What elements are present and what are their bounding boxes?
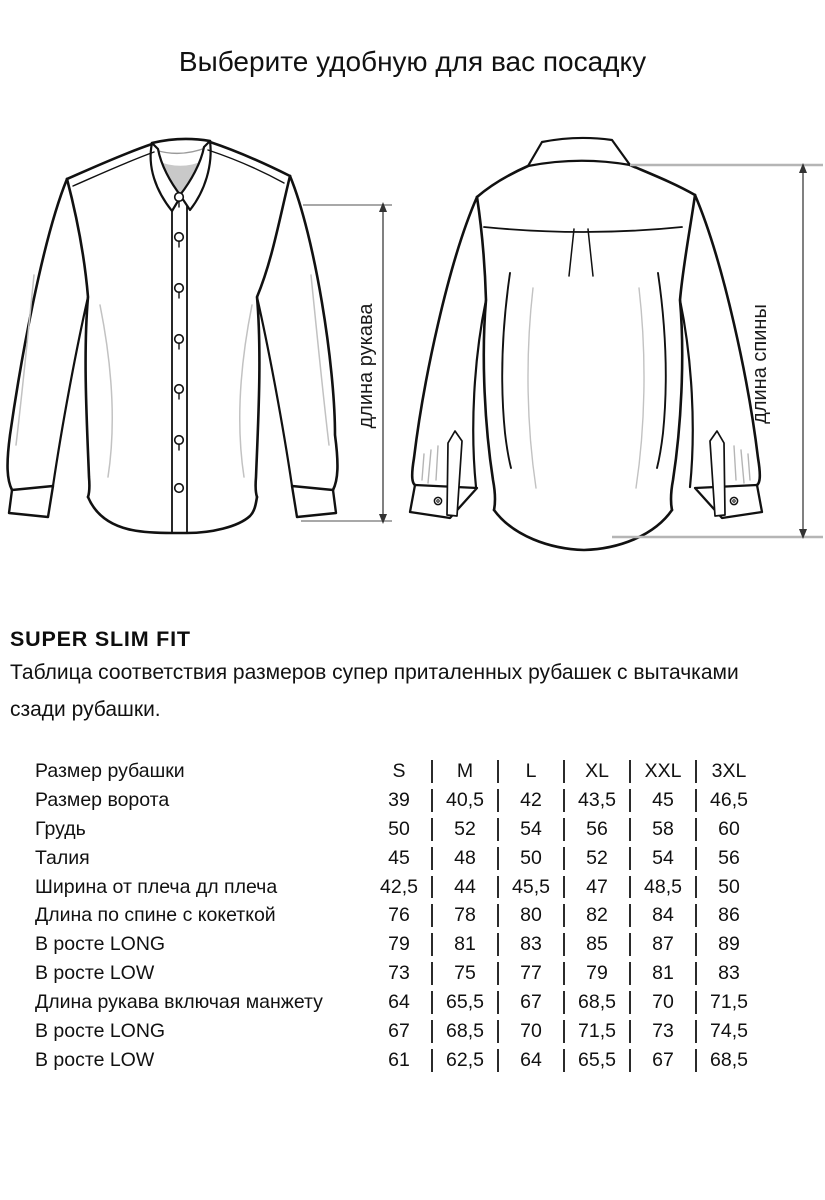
table-cell: 64 xyxy=(388,991,410,1014)
table-cell: 48,5 xyxy=(630,873,696,902)
table-cell: 50 xyxy=(498,844,564,873)
row-label: Талия xyxy=(35,846,90,869)
table-cell: 45 xyxy=(630,786,696,815)
table-row xyxy=(35,959,762,988)
table-cell: M xyxy=(432,757,498,786)
table-cell: 60 xyxy=(696,815,762,844)
shirt-back-drawing xyxy=(398,128,770,558)
table-cell: 75 xyxy=(432,959,498,988)
table-cell: 52 xyxy=(432,815,498,844)
table-cell: 67 xyxy=(388,1019,410,1042)
row-label: Длина рукава включая манжету xyxy=(35,991,323,1014)
table-cell: 81 xyxy=(432,930,498,959)
table-cell: 86 xyxy=(696,901,762,930)
row-label: Длина по спине с кокеткой xyxy=(35,904,276,927)
table-cell: 47 xyxy=(564,873,630,902)
table-cell: 42,5 xyxy=(380,875,418,898)
table-cell: 50 xyxy=(696,873,762,902)
table-cell: 45,5 xyxy=(498,873,564,902)
table-cell: 80 xyxy=(498,901,564,930)
table-cell: XXL xyxy=(630,757,696,786)
table-row xyxy=(35,988,762,1017)
table-cell: 50 xyxy=(388,817,410,840)
table-row xyxy=(35,873,762,902)
table-cell: 71,5 xyxy=(696,988,762,1017)
table-cell: 70 xyxy=(498,1017,564,1046)
table-row xyxy=(35,757,762,786)
table-cell: 78 xyxy=(432,901,498,930)
table-cell: 42 xyxy=(498,786,564,815)
page-title: Выберите удобную для вас посадку xyxy=(178,46,647,77)
back-length-label: длина спины xyxy=(749,304,771,424)
table-cell: 56 xyxy=(696,844,762,873)
description-line: сзади рубашки. xyxy=(10,698,161,721)
table-cell: 39 xyxy=(388,788,410,811)
row-label: В росте LOW xyxy=(35,1048,155,1071)
table-cell: 68,5 xyxy=(564,988,630,1017)
table-row xyxy=(35,1017,762,1046)
table-cell: 68,5 xyxy=(696,1046,762,1075)
table-cell: 70 xyxy=(630,988,696,1017)
table-cell: 73 xyxy=(388,962,410,985)
table-cell: 89 xyxy=(696,930,762,959)
table-cell: 79 xyxy=(388,933,410,956)
table-cell: 67 xyxy=(498,988,564,1017)
table-row xyxy=(35,901,762,930)
sleeve-length-label: длина рукава xyxy=(355,303,377,429)
table-row xyxy=(35,844,762,873)
table-cell: 65,5 xyxy=(564,1046,630,1075)
table-row xyxy=(35,1046,762,1075)
table-cell: 76 xyxy=(388,904,410,927)
table-cell: 61 xyxy=(388,1048,410,1071)
table-cell: 74,5 xyxy=(696,1017,762,1046)
table-cell: 44 xyxy=(432,873,498,902)
shirt-front-drawing xyxy=(0,125,345,555)
row-label: Ширина от плеча дл плеча xyxy=(35,875,278,898)
table-row xyxy=(35,930,762,959)
table-cell: 54 xyxy=(498,815,564,844)
row-label: В росте LOW xyxy=(35,962,155,985)
table-cell: 83 xyxy=(696,959,762,988)
table-cell: 45 xyxy=(388,846,410,869)
table-cell: 62,5 xyxy=(432,1046,498,1075)
table-cell: 48 xyxy=(432,844,498,873)
table-cell: 40,5 xyxy=(432,786,498,815)
table-description xyxy=(10,654,739,728)
row-label: В росте LONG xyxy=(35,933,166,956)
table-cell: 83 xyxy=(498,930,564,959)
row-label: Размер рубашки xyxy=(35,759,185,782)
table-cell: L xyxy=(498,757,564,786)
button-row xyxy=(175,193,184,493)
table-cell: 73 xyxy=(630,1017,696,1046)
table-cell: 85 xyxy=(564,930,630,959)
table-cell: 56 xyxy=(564,815,630,844)
table-cell: 82 xyxy=(564,901,630,930)
size-table xyxy=(35,757,762,1075)
fit-heading: SUPER SLIM FIT xyxy=(10,627,191,651)
table-cell: 68,5 xyxy=(432,1017,498,1046)
row-label: Грудь xyxy=(35,817,86,840)
table-cell: 64 xyxy=(498,1046,564,1075)
table-cell: 3XL xyxy=(696,757,762,786)
table-cell: 71,5 xyxy=(564,1017,630,1046)
table-cell: 81 xyxy=(630,959,696,988)
table-cell: 87 xyxy=(630,930,696,959)
table-cell: S xyxy=(392,759,406,782)
table-cell: 58 xyxy=(630,815,696,844)
row-label: В росте LONG xyxy=(35,1019,166,1042)
table-row xyxy=(35,815,762,844)
table-cell: 52 xyxy=(564,844,630,873)
table-cell: 65,5 xyxy=(432,988,498,1017)
table-row xyxy=(35,786,762,815)
table-cell: 79 xyxy=(564,959,630,988)
table-cell: 54 xyxy=(630,844,696,873)
row-label: Размер ворота xyxy=(35,788,170,811)
description-line: Таблица соответствия размеров супер приталенных рубашек с вытачками xyxy=(10,661,739,684)
table-cell: 84 xyxy=(630,901,696,930)
table-cell: XL xyxy=(564,757,630,786)
table-cell: 77 xyxy=(498,959,564,988)
table-cell: 46,5 xyxy=(696,786,762,815)
table-cell: 67 xyxy=(630,1046,696,1075)
table-cell: 43,5 xyxy=(564,786,630,815)
